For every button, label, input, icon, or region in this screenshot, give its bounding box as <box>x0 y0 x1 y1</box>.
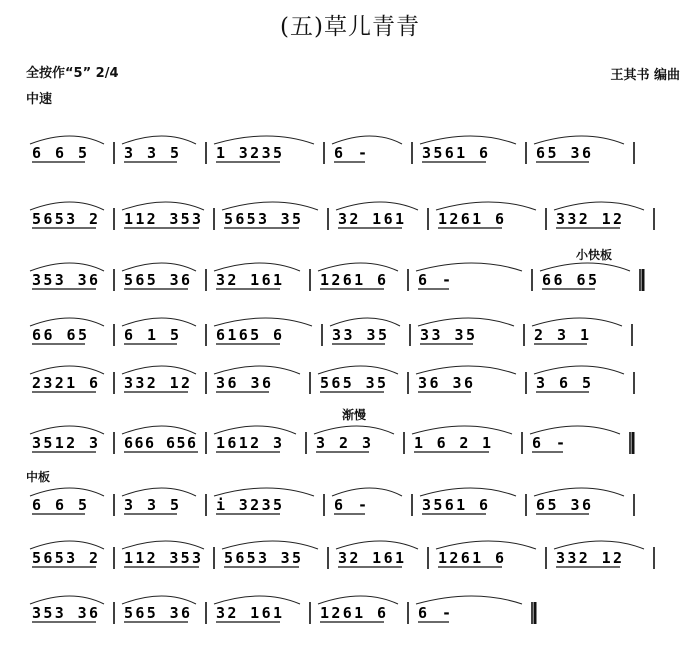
notation-system <box>26 360 680 400</box>
slur-arc <box>534 136 624 144</box>
slur-arc <box>554 202 644 210</box>
measure-notes: 6 6 5 <box>32 144 87 162</box>
measure-notes: 5653 35 <box>224 549 301 567</box>
measure-notes: 3 3 5 <box>124 144 179 162</box>
measure-notes: 6 - <box>532 434 565 452</box>
tempo-marking: 中速 <box>26 92 53 107</box>
notation-system <box>26 257 680 297</box>
slur-arc <box>412 426 512 434</box>
measure-notes: 6 - <box>418 604 451 622</box>
slur-arc <box>418 318 514 326</box>
slur-arc <box>222 541 318 549</box>
measure-notes: 36 36 <box>216 374 271 392</box>
slur-arc <box>122 318 196 326</box>
measure-notes: 666 656 <box>124 434 196 452</box>
notation-system <box>26 420 680 460</box>
measure-notes: 32 161 <box>338 549 404 567</box>
tempo-change-xiao-kuai-ban: 小快板 <box>576 248 613 262</box>
key-signature: 全按作“5” 2/4 <box>26 66 119 81</box>
measure-notes: 112 353 <box>124 549 201 567</box>
slur-arc <box>122 488 196 496</box>
slur-arc <box>436 541 536 549</box>
slur-arc <box>554 541 644 549</box>
slur-arc <box>532 318 622 326</box>
slur-arc <box>318 263 398 271</box>
measure-notes: 1 6 2 1 <box>414 434 491 452</box>
measure-notes: 66 65 <box>542 271 597 289</box>
measure-notes: 1261 6 <box>438 549 504 567</box>
measure-notes: 1261 6 <box>320 604 386 622</box>
arranger-credit: 王其书 编曲 <box>610 68 680 83</box>
measure-notes: 36 36 <box>418 374 473 392</box>
slur-arc <box>530 426 620 434</box>
slur-arc <box>214 426 296 434</box>
slur-arc <box>318 596 398 604</box>
slur-arc <box>214 488 314 496</box>
measure-notes: 1612 3 <box>216 434 282 452</box>
slur-arc <box>30 136 104 144</box>
slur-arc <box>122 263 196 271</box>
measure-notes: 1261 6 <box>320 271 386 289</box>
notation-system <box>26 312 680 352</box>
measure-notes: 5653 2 <box>32 549 98 567</box>
measure-notes: i 3235 <box>216 496 282 514</box>
measure-notes: 3512 3 <box>32 434 98 452</box>
slur-arc <box>122 202 204 210</box>
slur-arc <box>416 596 522 604</box>
measure-notes: 3 3 5 <box>124 496 179 514</box>
measure-notes: 65 36 <box>536 144 591 162</box>
measure-notes: 3561 6 <box>422 496 488 514</box>
measure-notes: 112 353 <box>124 210 201 228</box>
notation-system <box>26 535 680 575</box>
measure-notes: 6 - <box>334 496 367 514</box>
slur-arc <box>214 596 300 604</box>
measure-notes: 33 35 <box>420 326 475 344</box>
measure-notes: 332 12 <box>556 210 622 228</box>
slur-arc <box>122 541 204 549</box>
measure-notes: 6 6 5 <box>32 496 87 514</box>
slur-arc <box>420 136 516 144</box>
slur-arc <box>30 318 104 326</box>
measure-notes: 6 - <box>418 271 451 289</box>
measure-notes: 32 161 <box>216 604 282 622</box>
slur-arc <box>336 541 418 549</box>
slur-arc <box>30 426 104 434</box>
measure-notes: 565 35 <box>320 374 386 392</box>
measure-notes: 565 36 <box>124 271 190 289</box>
measure-notes: 1 3235 <box>216 144 282 162</box>
notation-system <box>26 482 680 522</box>
measure-notes: 66 65 <box>32 326 87 344</box>
slur-arc <box>30 541 104 549</box>
tempo-change-jian-man: 渐慢 <box>342 408 367 422</box>
slur-arc <box>314 426 394 434</box>
slur-arc <box>420 488 516 496</box>
measure-notes: 6 - <box>334 144 367 162</box>
slur-arc <box>332 488 402 496</box>
slur-arc <box>30 202 104 210</box>
slur-arc <box>318 366 398 374</box>
slur-arc <box>122 136 196 144</box>
slur-arc <box>416 263 522 271</box>
measure-notes: 565 36 <box>124 604 190 622</box>
measure-notes: 6 1 5 <box>124 326 179 344</box>
measure-notes: 3 2 3 <box>316 434 371 452</box>
measure-notes: 1261 6 <box>438 210 504 228</box>
score-title: (五)草儿青青 <box>280 14 420 40</box>
measure-notes: 65 36 <box>536 496 591 514</box>
slur-arc <box>436 202 536 210</box>
slur-arc <box>214 136 314 144</box>
slur-arc <box>330 318 400 326</box>
measure-notes: 353 36 <box>32 604 98 622</box>
measure-notes: 5653 35 <box>224 210 301 228</box>
measure-notes: 332 12 <box>124 374 190 392</box>
slur-arc <box>416 366 516 374</box>
notation-system <box>26 130 680 170</box>
slur-arc <box>540 263 630 271</box>
measure-notes: 32 161 <box>216 271 282 289</box>
measure-notes: 3 6 5 <box>536 374 591 392</box>
tempo-change-zhong-ban: 中板 <box>26 470 51 484</box>
slur-arc <box>214 263 300 271</box>
slur-arc <box>122 426 196 434</box>
measure-notes: 33 35 <box>332 326 387 344</box>
slur-arc <box>214 366 300 374</box>
slur-arc <box>122 366 196 374</box>
slur-arc <box>534 488 624 496</box>
slur-arc <box>332 136 402 144</box>
slur-arc <box>336 202 418 210</box>
measure-notes: 32 161 <box>338 210 404 228</box>
slur-arc <box>30 596 104 604</box>
measure-notes: 2321 6 <box>32 374 98 392</box>
slur-arc <box>214 318 312 326</box>
slur-arc <box>222 202 318 210</box>
notation-system <box>26 590 680 630</box>
slur-arc <box>30 263 104 271</box>
measure-notes: 353 36 <box>32 271 98 289</box>
slur-arc <box>122 596 196 604</box>
measure-notes: 5653 2 <box>32 210 98 228</box>
slur-arc <box>534 366 624 374</box>
measure-notes: 2 3 1 <box>534 326 589 344</box>
measure-notes: 3561 6 <box>422 144 488 162</box>
notation-system <box>26 196 680 236</box>
slur-arc <box>30 366 104 374</box>
slur-arc <box>30 488 104 496</box>
measure-notes: 332 12 <box>556 549 622 567</box>
measure-notes: 6165 6 <box>216 326 282 344</box>
